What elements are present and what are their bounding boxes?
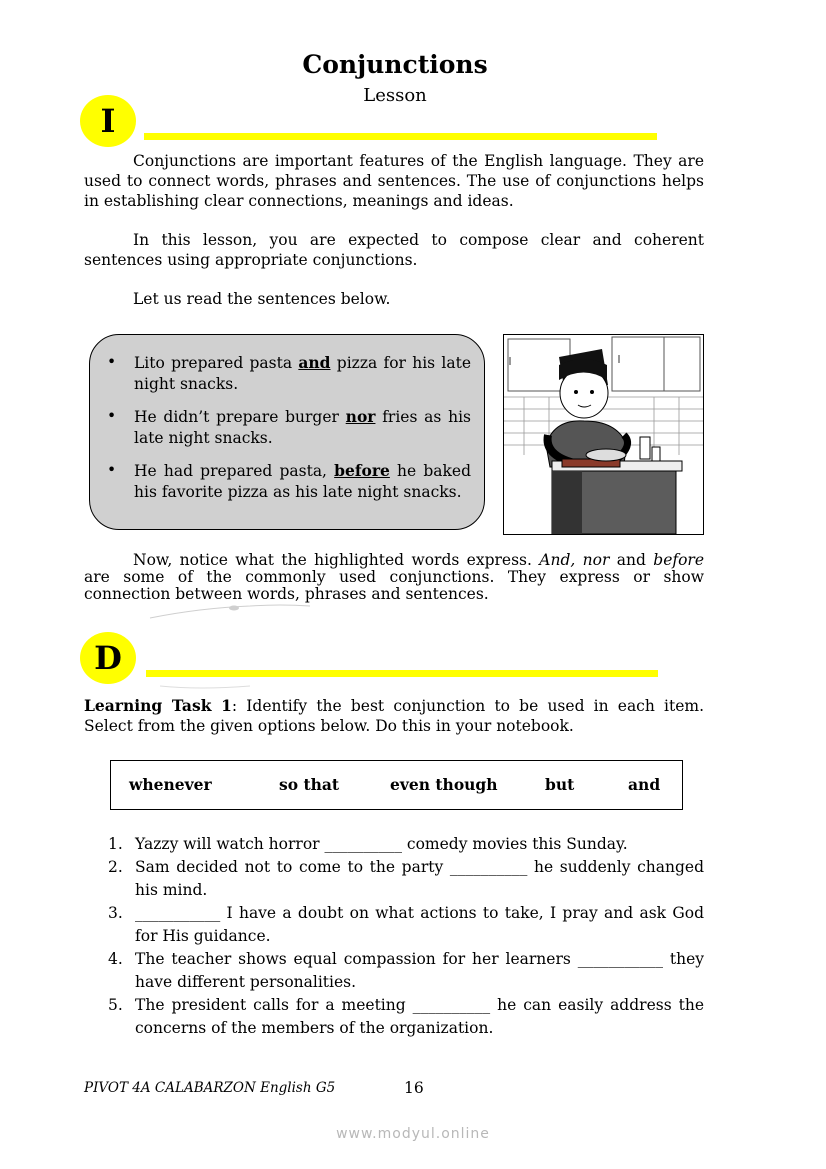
faint-scribble-decoration [140, 596, 320, 696]
option-word: whenever [129, 775, 212, 794]
page-title: Conjunctions [302, 50, 488, 79]
example-sentences-list [104, 352, 471, 514]
notice-paragraph: Now, notice what the highlighted words express. And, nor and before are some of the commonly used conjunctions. They express or show connection between words, phrases and sentences. [84, 551, 705, 603]
section-badge-d: D [80, 632, 136, 684]
intro-paragraph-2: In this lesson, you are expected to compose clear and coherent sentences using appropriate conjunctions. [84, 231, 704, 269]
exercise-item: 2. Sam decided not to come to the party __________ he suddenly changed his mind. [108, 858, 704, 899]
exercise-item: 4. The teacher shows equal compassion for her learners ___________ they have different personalities. [108, 950, 704, 991]
footer-source: PIVOT 4A CALABARZON English G5 [84, 1080, 336, 1096]
option-word: and [628, 775, 661, 794]
intro-paragraph-1: Conjunctions are important features of the English language. They are used to connect words, phrases and sentences. The use of conjunctions helps in establishing clear connections, meanings and ideas. [84, 152, 704, 210]
exercise-item: 5. The president calls for a meeting __________ he can easily address the concerns of the members of the organization. [108, 996, 704, 1037]
conjunction-keyword: and [298, 353, 331, 372]
intro-paragraph-3: Let us read the sentences below. [133, 290, 391, 308]
section-badge-i: I [80, 95, 136, 147]
exercise-item: 1. Yazzy will watch horror __________ comedy movies this Sunday. [108, 835, 628, 853]
exercise-item: 3. ___________ I have a doubt on what actions to take, I pray and ask God for His guidance. [108, 904, 704, 945]
page-subtitle: Lesson [363, 85, 427, 106]
option-word: even though [390, 775, 498, 794]
example-item: • He had prepared pasta, before he baked his favorite pizza as his late night snacks. [107, 461, 471, 501]
bullet-icon: • [107, 407, 117, 425]
section-divider-d [146, 670, 658, 677]
option-word: so that [279, 775, 340, 794]
boy-cooking-illustration [503, 334, 704, 535]
section-divider-i [144, 133, 657, 140]
conjunction-keyword: before [334, 461, 390, 480]
page-number: 16 [404, 1079, 424, 1097]
example-item: • He didn’t prepare burger nor fries as his late night snacks. [107, 407, 471, 447]
exercise-items-list [108, 833, 704, 1040]
option-word: but [545, 775, 575, 794]
bullet-icon: • [107, 461, 117, 479]
bullet-icon: • [107, 353, 117, 371]
conjunction-keyword: nor [345, 407, 376, 426]
boy-cooking-drawing [504, 335, 703, 534]
watermark: www.modyul.online [336, 1126, 490, 1142]
conjunction-options-box [110, 760, 683, 810]
learning-task-label: Learning Task 1 [84, 696, 232, 715]
learning-task-instructions: Learning Task 1: Identify the best conjunction to be used in each item. Select from the given options below. Do this in your notebook. [84, 696, 705, 735]
example-item: • Lito prepared pasta and pizza for his late night snacks. [107, 353, 471, 393]
